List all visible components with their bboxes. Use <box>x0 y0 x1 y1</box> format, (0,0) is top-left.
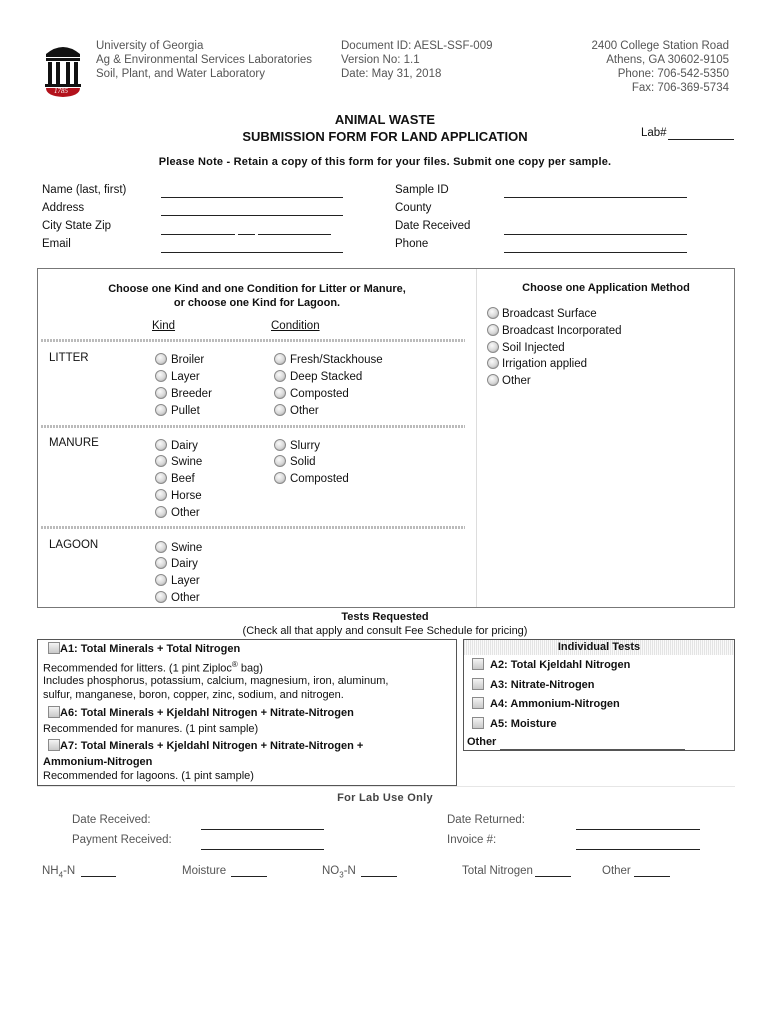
phone-input[interactable] <box>504 252 687 253</box>
radio-button[interactable] <box>155 404 167 416</box>
field-date-received-label: Date Received <box>395 220 471 232</box>
total-nitrogen-label: Total Nitrogen <box>462 865 533 877</box>
payment-received-label: Payment Received: <box>72 834 172 846</box>
field-email-label: Email <box>42 238 71 250</box>
option-label: Breeder <box>171 388 212 401</box>
field-city-label: City State Zip <box>42 220 112 232</box>
payment-received-input[interactable] <box>201 849 324 850</box>
a1-desc-line2: sulfur, manganese, boron, copper, zinc, sodium, and nitrogen. <box>43 689 344 701</box>
radio-button[interactable] <box>155 353 167 365</box>
logo-year: 1785 <box>54 87 68 95</box>
test-a5-option[interactable] <box>472 718 557 730</box>
document-id: Document ID: AESL-SSF-009 <box>341 40 493 52</box>
lab-number-label: Lab# <box>641 127 667 139</box>
version: Version No: 1.1 <box>341 54 420 66</box>
test-a7-recommendation: Recommended for lagoons. (1 pint sample) <box>43 770 254 782</box>
radio-button[interactable] <box>155 506 167 518</box>
date-returned-input[interactable] <box>576 829 700 830</box>
org-division: Ag & Environmental Services Laboratories <box>96 54 313 66</box>
radio-button[interactable] <box>487 357 499 369</box>
email-input[interactable] <box>161 252 343 253</box>
radio-button[interactable] <box>274 439 286 451</box>
retain-note: Please Note - Retain a copy of this form for your files. Submit one copy per sample. <box>158 156 612 168</box>
option-label: Swine <box>171 456 203 469</box>
checkbox[interactable] <box>472 658 484 670</box>
kind-heading-line2: or choose one Kind for Lagoon. <box>173 297 341 309</box>
radio-button[interactable] <box>274 387 286 399</box>
test-a7-option[interactable] <box>48 740 363 752</box>
test-a5-label: A5: Moisture <box>490 718 557 730</box>
manure-swine-option[interactable] <box>155 456 202 468</box>
test-a4-label: A4: Ammonium-Nitrogen <box>490 698 620 710</box>
radio-button[interactable] <box>155 370 167 382</box>
doc-date: Date: May 31, 2018 <box>341 68 442 80</box>
kind-heading <box>37 282 477 310</box>
a1-desc-line1: Includes phosphorus, potassium, calcium, magnesium, iron, aluminum, <box>43 675 389 687</box>
field-name-label: Name (last, first) <box>42 184 127 196</box>
litter-pullet-option[interactable] <box>155 405 200 417</box>
tests-heading: Tests Requested <box>341 611 429 623</box>
date-received-label: Date Received: <box>72 814 151 826</box>
radio-button[interactable] <box>487 374 499 386</box>
option-label: Broadcast Incorporated <box>502 325 622 338</box>
radio-button[interactable] <box>155 557 167 569</box>
test-a7-title-line2: Ammonium-Nitrogen <box>43 756 153 768</box>
city-input[interactable] <box>161 234 235 235</box>
separator-2 <box>41 425 465 428</box>
title-line2: SUBMISSION FORM FOR LAND APPLICATION <box>242 129 528 144</box>
nh4-sub: 4 <box>58 870 64 880</box>
street: 2400 College Station Road <box>591 40 729 52</box>
registered-mark: ® <box>231 660 238 669</box>
option-label: Composted <box>290 473 349 486</box>
test-a1-title: A1: Total Minerals + Total Nitrogen <box>60 643 241 655</box>
nh4-label <box>42 865 75 879</box>
option-label: Solid <box>290 456 316 469</box>
other-lab-input[interactable] <box>634 876 670 877</box>
date-received-input[interactable] <box>504 234 687 235</box>
application-other-option[interactable] <box>487 375 531 387</box>
separator-3 <box>41 526 465 529</box>
radio-button[interactable] <box>487 307 499 319</box>
no3-sub: 3 <box>339 870 344 880</box>
option-label: Composted <box>290 388 349 401</box>
field-phone-label: Phone <box>395 238 429 250</box>
litter-fresh-option[interactable] <box>274 354 383 366</box>
tests-header <box>0 610 770 638</box>
test-a3-option[interactable] <box>472 679 595 691</box>
fax: Fax: 706-369-5734 <box>631 82 729 94</box>
other-lab-label: Other <box>602 865 631 877</box>
manure-slurry-option[interactable] <box>274 440 320 452</box>
option-label: Dairy <box>171 440 198 453</box>
litter-layer-option[interactable] <box>155 371 200 383</box>
litter-composted-option[interactable] <box>274 388 349 400</box>
option-label: Horse <box>171 490 202 503</box>
no3-input[interactable] <box>361 876 397 877</box>
invoice-label: Invoice #: <box>447 834 497 846</box>
radio-button[interactable] <box>155 574 167 586</box>
radio-button[interactable] <box>155 387 167 399</box>
manure-horse-option[interactable] <box>155 490 202 502</box>
total-nitrogen-input[interactable] <box>535 876 571 877</box>
tests-subheading: (Check all that apply and consult Fee Schedule for pricing) <box>242 625 528 637</box>
test-a1-option[interactable] <box>48 643 240 655</box>
checkbox[interactable] <box>472 678 484 690</box>
a1-rec-end: bag) <box>237 662 263 675</box>
radio-button[interactable] <box>274 353 286 365</box>
sample-id-input[interactable] <box>504 197 687 198</box>
invoice-input[interactable] <box>576 849 700 850</box>
kind-heading-line1: Choose one Kind and one Condition for Litter or Manure, <box>108 283 406 295</box>
name-input[interactable] <box>161 197 343 198</box>
no3-label <box>322 865 356 879</box>
checkbox[interactable] <box>48 706 60 718</box>
a1-rec-text: Recommended for litters. (1 pint Ziploc <box>43 662 232 675</box>
field-address-label: Address <box>42 202 85 214</box>
field-county-label: County <box>395 202 432 214</box>
header-address <box>592 39 729 95</box>
header-doc <box>341 39 492 81</box>
uga-logo <box>42 40 84 98</box>
application-broadcast-incorporated-option[interactable] <box>487 325 622 337</box>
option-label: Other <box>171 592 200 605</box>
state-input[interactable] <box>238 234 255 235</box>
option-label: Dairy <box>171 558 198 571</box>
manure-solid-option[interactable] <box>274 456 316 468</box>
manure-composted-option[interactable] <box>274 473 349 485</box>
checkbox[interactable] <box>472 717 484 729</box>
checkbox[interactable] <box>48 642 60 654</box>
application-irrigation-option[interactable] <box>487 358 587 370</box>
radio-button[interactable] <box>155 591 167 603</box>
radio-button[interactable] <box>274 455 286 467</box>
test-a6-title: A6: Total Minerals + Kjeldahl Nitrogen + Nitrate-Nitrogen <box>60 707 354 719</box>
nh4-pre: NH <box>42 865 59 877</box>
option-label: Other <box>290 405 319 418</box>
test-a2-label: A2: Total Kjeldahl Nitrogen <box>490 659 631 671</box>
zip-input[interactable] <box>258 234 331 235</box>
litter-deep-stacked-option[interactable] <box>274 371 362 383</box>
field-sample-id-label: Sample ID <box>395 184 449 196</box>
option-label: Layer <box>171 371 200 384</box>
radio-button[interactable] <box>155 439 167 451</box>
option-label: Pullet <box>171 405 200 418</box>
condition-column-label: Condition <box>271 320 320 332</box>
option-label: Broiler <box>171 354 205 367</box>
radio-button[interactable] <box>155 489 167 501</box>
option-label: Other <box>171 507 200 520</box>
other-test-input[interactable] <box>500 749 685 750</box>
title-line1: ANIMAL WASTE <box>334 112 436 127</box>
option-label: Slurry <box>290 440 321 453</box>
lagoon-label: LAGOON <box>49 539 99 551</box>
manure-other-option[interactable] <box>155 507 200 519</box>
radio-button[interactable] <box>487 324 499 336</box>
radio-button[interactable] <box>274 370 286 382</box>
option-label: Irrigation applied <box>502 358 588 371</box>
moisture-input[interactable] <box>231 876 267 877</box>
moisture-label: Moisture <box>182 865 227 877</box>
option-label: Other <box>502 375 531 388</box>
radio-button[interactable] <box>155 455 167 467</box>
radio-button[interactable] <box>487 341 499 353</box>
test-a6-recommendation: Recommended for manures. (1 pint sample) <box>43 723 259 735</box>
org-lab: Soil, Plant, and Water Laboratory <box>96 68 265 80</box>
no3-post: -N <box>343 865 356 877</box>
test-a1-recommendation <box>43 660 263 675</box>
phone: Phone: 706-542-5350 <box>617 68 729 80</box>
lagoon-layer-option[interactable] <box>155 575 200 587</box>
form-title <box>200 111 570 145</box>
application-heading: Choose one Application Method <box>522 282 690 294</box>
test-a7-title: A7: Total Minerals + Kjeldahl Nitrogen + Nitrate-Nitrogen + <box>60 740 364 752</box>
kind-column-label: Kind <box>152 320 176 332</box>
individual-tests-box <box>463 639 735 751</box>
date-returned-label: Date Returned: <box>447 814 525 826</box>
application-broadcast-surface-option[interactable] <box>487 308 597 320</box>
test-a3-label: A3: Nitrate-Nitrogen <box>490 679 595 691</box>
lab-date-received-input[interactable] <box>201 829 324 830</box>
lab-use-divider <box>37 786 735 787</box>
nh4-post: -N <box>63 865 76 877</box>
option-label: Layer <box>171 575 200 588</box>
lab-number-field[interactable] <box>668 139 734 140</box>
option-label: Beef <box>171 473 195 486</box>
other-test-label: Other <box>467 736 497 748</box>
checkbox[interactable] <box>48 739 60 751</box>
option-label: Deep Stacked <box>290 371 363 384</box>
radio-button[interactable] <box>155 541 167 553</box>
lab-use-heading: For Lab Use Only <box>337 792 433 804</box>
litter-other-option[interactable] <box>274 405 319 417</box>
no3-pre: NO <box>322 865 340 877</box>
litter-label: LITTER <box>49 352 89 364</box>
manure-dairy-option[interactable] <box>155 440 198 452</box>
test-a1-description <box>43 674 388 702</box>
option-label: Fresh/Stackhouse <box>290 354 383 367</box>
lagoon-dairy-option[interactable] <box>155 558 198 570</box>
litter-broiler-option[interactable] <box>155 354 204 366</box>
manure-label: MANURE <box>49 437 99 449</box>
header-org <box>96 39 312 81</box>
nh4-input[interactable] <box>81 876 116 877</box>
litter-breeder-option[interactable] <box>155 388 212 400</box>
checkbox[interactable] <box>472 697 484 709</box>
lagoon-swine-option[interactable] <box>155 542 202 554</box>
option-label: Soil Injected <box>502 342 565 355</box>
application-soil-injected-option[interactable] <box>487 342 565 354</box>
address-input[interactable] <box>161 215 343 216</box>
test-a4-option[interactable] <box>472 698 620 710</box>
individual-tests-heading: Individual Tests <box>464 640 734 655</box>
box-divider <box>476 269 477 607</box>
lagoon-other-option[interactable] <box>155 592 200 604</box>
option-label: Swine <box>171 542 203 555</box>
separator-1 <box>41 339 465 342</box>
option-label: Broadcast Surface <box>502 308 597 321</box>
radio-button[interactable] <box>155 472 167 484</box>
test-a2-option[interactable] <box>472 659 630 671</box>
manure-beef-option[interactable] <box>155 473 195 485</box>
radio-button[interactable] <box>274 404 286 416</box>
test-a6-option[interactable] <box>48 707 354 719</box>
org-name: University of Georgia <box>96 40 204 52</box>
radio-button[interactable] <box>274 472 286 484</box>
kind-application-box <box>37 268 735 608</box>
city: Athens, GA 30602-9105 <box>606 54 729 66</box>
